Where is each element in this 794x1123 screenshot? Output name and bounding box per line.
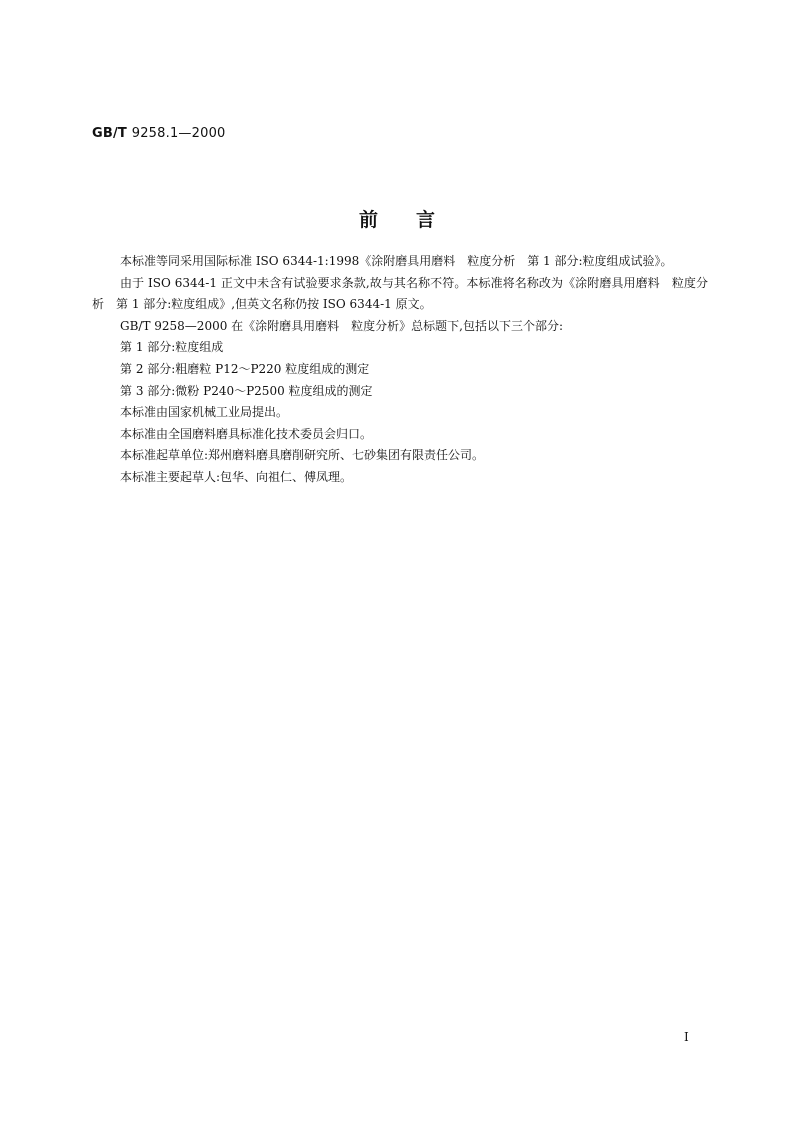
paragraph-drafting-units: 本标准起草单位:郑州磨料磨具磨削研究所、七砂集团有限责任公司。 [120, 448, 485, 463]
paragraph-centralized-by: 本标准由全国磨料磨具标准化技术委员会归口。 [120, 426, 373, 441]
page-number: I [684, 1030, 689, 1044]
standard-code-header [92, 126, 226, 141]
paragraph-title-change: 由于 ISO 6344-1 正文中未含有试验要求条款,故与其名称不符。本标准将名称改为《涂附磨具用磨料 粒度分析 第 1 部分:粒度组成》,但英文名称仍按 ISO 6344-1 原文。 [92, 275, 708, 312]
paragraph-drafters: 本标准主要起草人:包华、向祖仁、傅凤理。 [120, 469, 353, 484]
paragraph-part-2: 第 2 部分:粗磨粒 P12～P220 粒度组成的测定 [120, 361, 370, 376]
page-title: 前言 [358, 209, 473, 231]
paragraph-adoption: 本标准等同采用国际标准 ISO 6344-1:1998《涂附磨具用磨料 粒度分析 第 1 部分:粒度组成试验》。 [120, 254, 673, 268]
paragraph-part-3: 第 3 部分:微粉 P240～P2500 粒度组成的测定 [120, 383, 373, 398]
foreword-body [92, 251, 708, 489]
standard-number: 9258.1—2000 [131, 126, 226, 141]
standard-code: GB/T [92, 126, 127, 141]
paragraph-part-1: 第 1 部分:粒度组成 [120, 340, 224, 355]
paragraph-proposed-by: 本标准由国家机械工业局提出。 [120, 405, 289, 420]
paragraph-parts-intro: GB/T 9258—2000 在《涂附磨具用磨料 粒度分析》总标题下,包括以下三个部分: [120, 318, 564, 333]
